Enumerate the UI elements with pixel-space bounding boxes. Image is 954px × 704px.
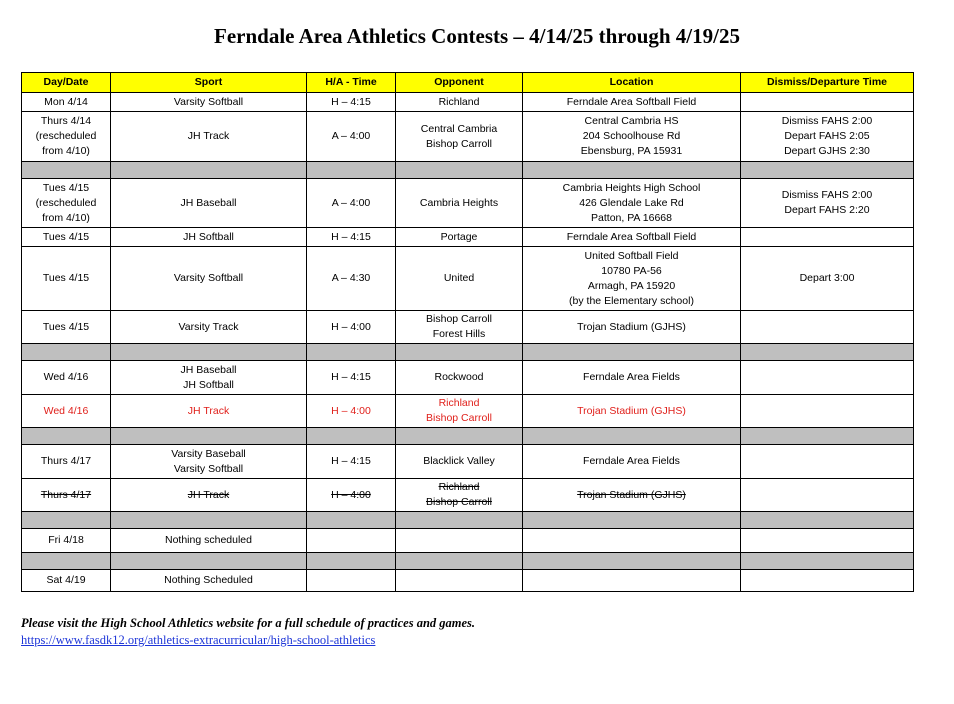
- separator-row: [22, 162, 914, 179]
- cell-location: [523, 395, 741, 428]
- cell-text: Tues 4/15: [42, 320, 90, 333]
- header-sport: Sport: [111, 73, 307, 93]
- cell-time: [307, 445, 396, 479]
- separator-row: [22, 344, 914, 361]
- cell-text: Fri 4/18: [48, 534, 84, 546]
- cell-text: Trojan Stadium (GJHS): [577, 488, 686, 501]
- cell-sport: [111, 570, 307, 592]
- cell-day: [22, 228, 111, 247]
- cell-text: Rockwood: [434, 371, 484, 383]
- cell-text: from 4/10): [42, 211, 90, 224]
- cell-opponent: [396, 247, 523, 311]
- cell-text: 426 Glendale Lake Rd: [579, 196, 684, 209]
- cell-text: Depart FAHS 2:20: [784, 204, 870, 216]
- cell-day: [22, 179, 111, 228]
- cell-sport: [111, 395, 307, 428]
- cell-opponent: [396, 479, 523, 512]
- cell-dismiss: [741, 247, 914, 311]
- cell-text: Ferndale Area Fields: [583, 455, 680, 467]
- cell-opponent: [396, 228, 523, 247]
- header-day: Day/Date: [22, 73, 111, 93]
- cell-opponent: [396, 179, 523, 228]
- cell-time: [307, 93, 396, 112]
- cell-text: H – 4:00: [331, 488, 371, 501]
- cell-text: Ferndale Area Softball Field: [566, 230, 697, 243]
- cell-day: [22, 311, 111, 344]
- header-row: [22, 73, 914, 93]
- cell-time: [307, 228, 396, 247]
- cell-time: [307, 311, 396, 344]
- cell-opponent: [396, 311, 523, 344]
- cell-text: Armagh, PA 15920: [587, 279, 676, 292]
- cell-text: A – 4:00: [331, 196, 371, 209]
- cell-text: Depart 3:00: [799, 272, 855, 284]
- cell-time: [307, 529, 396, 553]
- cell-dismiss: [741, 570, 914, 592]
- table-row: [22, 445, 914, 479]
- cell-text: Richland: [438, 397, 480, 409]
- cell-day: [22, 445, 111, 479]
- cell-text: Tues 4/15: [42, 181, 90, 194]
- cell-day: [22, 112, 111, 162]
- cell-text: Central Cambria HS: [584, 115, 679, 127]
- cell-dismiss: [741, 361, 914, 395]
- cell-text: Central Cambria: [420, 122, 498, 135]
- cell-text: A – 4:00: [331, 130, 371, 142]
- cell-time: [307, 570, 396, 592]
- cell-sport: [111, 311, 307, 344]
- cell-text: Thurs 4/17: [40, 488, 92, 501]
- header-opponent: Opponent: [396, 73, 523, 93]
- cell-text: H – 4:15: [331, 371, 371, 383]
- cell-dismiss: [741, 529, 914, 553]
- cell-text: Portage: [440, 230, 478, 243]
- cell-text: Varsity Softball: [173, 462, 244, 475]
- cell-dismiss: [741, 395, 914, 428]
- cell-text: Bishop Carroll: [426, 496, 492, 508]
- cell-dismiss: [741, 228, 914, 247]
- cell-sport: [111, 179, 307, 228]
- footer-note: Please visit the High School Athletics website for a full schedule of practices and games.: [21, 616, 476, 630]
- cell-text: H – 4:00: [331, 404, 371, 417]
- schedule-table: [21, 72, 914, 592]
- cell-location: [523, 112, 741, 162]
- cell-dismiss: [741, 179, 914, 228]
- cell-location: [523, 529, 741, 553]
- cell-opponent: [396, 112, 523, 162]
- cell-sport: [111, 445, 307, 479]
- cell-text: Wed 4/16: [43, 404, 89, 417]
- cell-text: Cambria Heights High School: [562, 181, 701, 194]
- table-row: [22, 112, 914, 162]
- table-row: [22, 179, 914, 228]
- cell-day: [22, 93, 111, 112]
- cell-day: [22, 570, 111, 592]
- cell-dismiss: [741, 311, 914, 344]
- cell-text: Varsity Softball: [173, 95, 244, 108]
- cell-text: from 4/10): [42, 145, 90, 157]
- cell-opponent: [396, 570, 523, 592]
- cell-text: Forest Hills: [432, 328, 486, 340]
- cell-opponent: [396, 93, 523, 112]
- cell-text: Nothing scheduled: [165, 534, 252, 546]
- cell-text: Patton, PA 16668: [591, 211, 672, 224]
- cell-text: Bishop Carroll: [426, 412, 492, 424]
- cell-text: JH Baseball: [180, 196, 237, 209]
- cell-day: [22, 479, 111, 512]
- cell-day: [22, 529, 111, 553]
- cell-text: H – 4:15: [331, 95, 371, 108]
- cell-text: JH Baseball: [180, 363, 237, 376]
- cell-text: 204 Schoolhouse Rd: [582, 130, 681, 142]
- cell-text: Dismiss FAHS 2:00: [781, 115, 873, 127]
- cell-text: H – 4:15: [331, 455, 371, 467]
- cell-text: Varsity Softball: [173, 272, 244, 284]
- cell-time: [307, 179, 396, 228]
- table-row: [22, 247, 914, 311]
- cell-text: (rescheduled: [35, 196, 97, 209]
- cell-text: (by the Elementary school): [569, 294, 694, 307]
- cell-time: [307, 479, 396, 512]
- cell-text: JH Track: [187, 404, 230, 417]
- cell-text: Mon 4/14: [44, 95, 88, 108]
- cell-sport: [111, 93, 307, 112]
- cell-text: JH Softball: [183, 378, 234, 391]
- cell-text: Nothing Scheduled: [164, 574, 253, 586]
- cell-sport: [111, 479, 307, 512]
- cell-text: JH Track: [187, 488, 230, 501]
- cell-text: Tues 4/15: [42, 230, 90, 243]
- cell-time: [307, 247, 396, 311]
- cell-text: Ebensburg, PA 15931: [580, 145, 683, 157]
- cell-location: [523, 93, 741, 112]
- cell-text: Richland: [438, 481, 480, 493]
- separator-row: [22, 553, 914, 570]
- cell-opponent: [396, 445, 523, 479]
- cell-opponent: [396, 361, 523, 395]
- cell-location: [523, 479, 741, 512]
- cell-dismiss: [741, 93, 914, 112]
- cell-text: 10780 PA-56: [601, 264, 662, 277]
- cell-location: [523, 570, 741, 592]
- cell-sport: [111, 228, 307, 247]
- cell-text: JH Softball: [183, 230, 234, 243]
- cell-location: [523, 228, 741, 247]
- separator-row: [22, 428, 914, 445]
- header-location: Location: [523, 73, 741, 93]
- cell-day: [22, 395, 111, 428]
- header-dismiss: Dismiss/Departure Time: [741, 73, 914, 93]
- cell-text: Bishop Carroll: [426, 137, 492, 150]
- cell-text: Varsity Track: [178, 320, 239, 333]
- cell-text: Tues 4/15: [42, 272, 90, 284]
- cell-dismiss: [741, 445, 914, 479]
- table-row: [22, 228, 914, 247]
- cell-location: [523, 247, 741, 311]
- cell-text: Sat 4/19: [46, 574, 86, 586]
- header-time: H/A - Time: [307, 73, 396, 93]
- cell-location: [523, 445, 741, 479]
- cell-text: Thurs 4/17: [40, 455, 92, 467]
- separator-row: [22, 512, 914, 529]
- cell-text: Depart FAHS 2:05: [784, 130, 870, 142]
- cell-time: [307, 361, 396, 395]
- cell-sport: [111, 361, 307, 395]
- cell-dismiss: [741, 112, 914, 162]
- table-row: [22, 479, 914, 512]
- cell-text: Dismiss FAHS 2:00: [781, 189, 873, 201]
- cell-sport: [111, 247, 307, 311]
- table-row: [22, 395, 914, 428]
- cell-text: United: [443, 272, 475, 284]
- table-row: [22, 361, 914, 395]
- cell-text: Ferndale Area Fields: [583, 371, 680, 383]
- cell-time: [307, 112, 396, 162]
- cell-text: Thurs 4/14: [40, 115, 92, 127]
- cell-text: Depart GJHS 2:30: [784, 145, 870, 157]
- cell-text: Cambria Heights: [419, 196, 499, 209]
- cell-time: [307, 395, 396, 428]
- cell-sport: [111, 112, 307, 162]
- cell-text: A – 4:30: [331, 272, 371, 284]
- cell-text: Wed 4/16: [43, 371, 89, 383]
- table-row: [22, 570, 914, 592]
- cell-text: H – 4:00: [331, 320, 371, 333]
- cell-sport: [111, 529, 307, 553]
- table-row: [22, 529, 914, 553]
- cell-opponent: [396, 395, 523, 428]
- cell-dismiss: [741, 479, 914, 512]
- cell-text: Varsity Baseball: [171, 447, 246, 460]
- cell-text: JH Track: [187, 130, 230, 142]
- cell-day: [22, 361, 111, 395]
- cell-location: [523, 311, 741, 344]
- cell-text: (rescheduled: [35, 130, 97, 142]
- cell-day: [22, 247, 111, 311]
- cell-text: Trojan Stadium (GJHS): [577, 404, 686, 417]
- cell-opponent: [396, 529, 523, 553]
- cell-text: Trojan Stadium (GJHS): [577, 320, 686, 333]
- cell-location: [523, 361, 741, 395]
- page-title: Ferndale Area Athletics Contests – 4/14/25 through 4/19/25: [214, 24, 740, 48]
- cell-text: Bishop Carroll: [426, 313, 492, 325]
- cell-text: United Softball Field: [584, 249, 679, 262]
- athletics-website-link[interactable]: https://www.fasdk12.org/athletics-extracurricular/high-school-athletics: [21, 633, 376, 647]
- cell-text: Blacklick Valley: [423, 455, 495, 467]
- cell-text: Richland: [438, 95, 480, 108]
- cell-location: [523, 179, 741, 228]
- table-row: [22, 93, 914, 112]
- cell-text: H – 4:15: [331, 230, 371, 243]
- cell-text: Ferndale Area Softball Field: [566, 95, 697, 108]
- table-row: [22, 311, 914, 344]
